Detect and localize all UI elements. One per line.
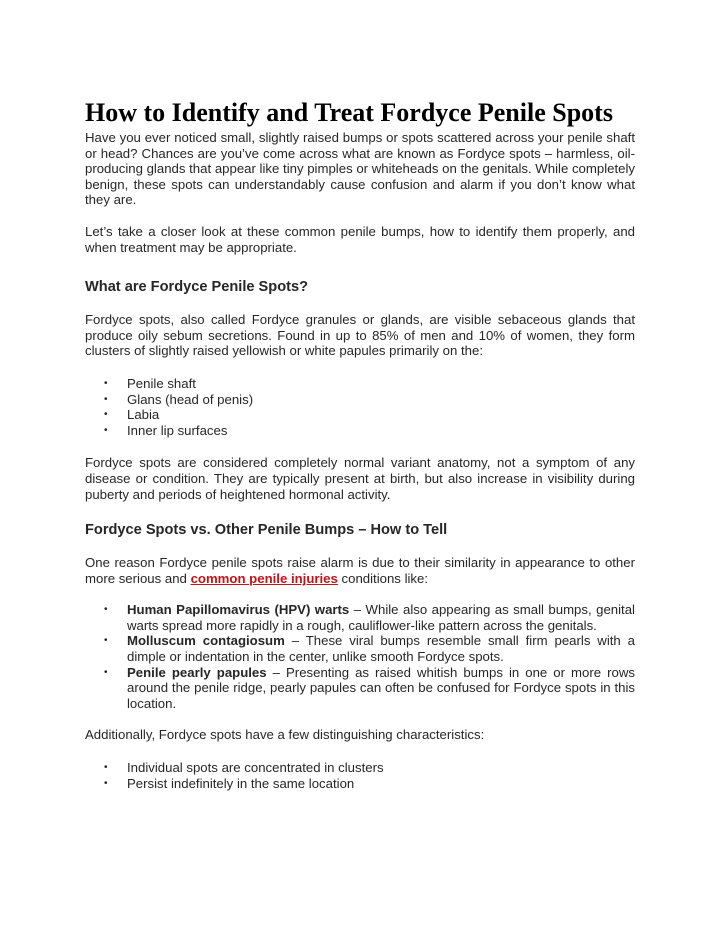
list-item-text: Glans (head of penis): [127, 391, 254, 407]
bullet-icon: •: [104, 604, 108, 616]
common-penile-injuries-link[interactable]: common penile injuries: [190, 570, 338, 586]
bullet-icon: •: [104, 393, 108, 405]
bullet-icon: •: [104, 635, 108, 647]
intro-paragraph-2: Let’s take a closer look at these common penile bumps, how to identify them properly, and when treatment may be appropriate.: [85, 223, 635, 255]
list-item: [85, 665, 635, 712]
bullet-icon: •: [104, 409, 108, 421]
list-item: [85, 760, 635, 776]
condition-description: – These viral bumps resemble small firm pearls with a dimple or indentation in the center, unlike smooth Fordyce spots.: [127, 633, 635, 665]
condition-term: Penile pearly papules: [127, 664, 267, 680]
list-item-text: Labia: [127, 407, 160, 423]
bullet-icon: •: [104, 666, 108, 678]
bullet-icon: •: [104, 762, 108, 774]
list-item: [85, 423, 635, 439]
conditions-list: [85, 602, 635, 711]
bullet-icon: •: [104, 777, 108, 789]
list-item-text: Inner lip surfaces: [127, 422, 228, 438]
normal-anatomy-paragraph: Fordyce spots are considered completely normal variant anatomy, not a symptom of any disease or condition. They are typically present at birth, but also increase in visibility during puberty and periods of heightened hormonal activity.: [85, 455, 635, 502]
list-item-text: Persist indefinitely in the same location: [127, 775, 355, 791]
reason-paragraph: [85, 555, 635, 586]
list-item: [85, 633, 635, 664]
locations-list: [85, 376, 635, 438]
reason-text-before: One reason Fordyce penile spots raise alarm is due to their similarity in appearance to other more serious and: [85, 555, 635, 586]
definition-paragraph: Fordyce spots, also called Fordyce granules or glands, are visible sebaceous glands that produce oily sebum secretions. Found in up to 85% of men and 10% of women, they form clusters of slightly raised yellowish or white papules primarily on the:: [85, 312, 635, 359]
list-item: [85, 392, 635, 408]
article-title: How to Identify and Treat Fordyce Penile Spots: [85, 98, 613, 127]
reason-text-after: conditions like:: [337, 570, 429, 586]
section-heading-vs-other-bumps: Fordyce Spots vs. Other Penile Bumps – How to Tell: [85, 522, 448, 539]
list-item: [85, 407, 635, 423]
bullet-icon: •: [104, 377, 108, 389]
characteristics-list: [85, 760, 635, 791]
list-item: [85, 776, 635, 792]
condition-description: – Presenting as raised whitish bumps in one or more rows around the penile ridge, pearly papules can often be confused for Fordyce spots in this location.: [127, 664, 635, 711]
section-heading-what-are: What are Fordyce Penile Spots?: [85, 279, 309, 296]
bullet-icon: •: [104, 424, 108, 436]
list-item-text: Penile shaft: [127, 375, 196, 391]
condition-description: – While also appearing as small bumps, genital warts spread more rapidly in a rough, cauliflower-like pattern across the genitals.: [127, 602, 635, 633]
intro-paragraph-1: Have you ever noticed small, slightly raised bumps or spots scattered across your penile shaft or head? Chances are you’ve come across what are known as Fordyce spots – harmless, oil-producing glands that appear like tiny pimples or whiteheads on the genitals. While completely benign, these spots can understandably cause confusion and alarm if you don’t know what they are.: [85, 130, 635, 208]
condition-term: Molluscum contagiosum: [127, 633, 285, 649]
additionally-paragraph: Additionally, Fordyce spots have a few distinguishing characteristics:: [85, 727, 485, 743]
list-item: [85, 376, 635, 392]
condition-term: Human Papillomavirus (HPV) warts: [127, 602, 350, 618]
list-item: [85, 602, 635, 633]
document-page: [85, 96, 635, 791]
list-item-text: Individual spots are concentrated in clusters: [127, 760, 384, 776]
